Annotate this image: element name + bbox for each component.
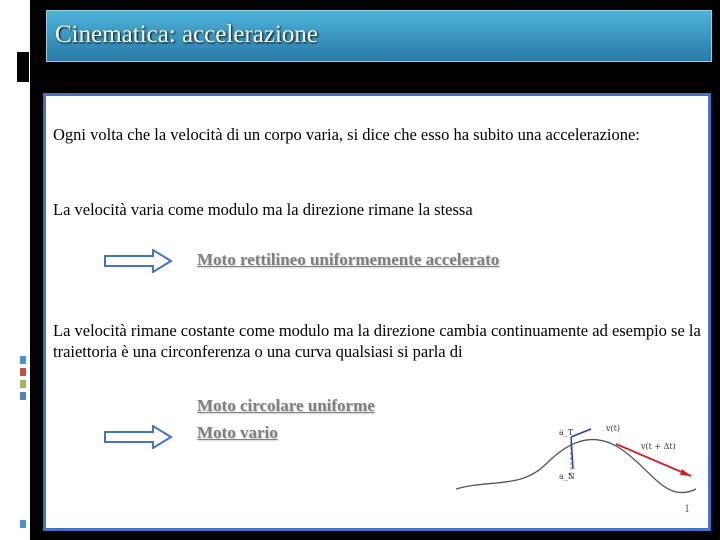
label-an: a_N [559, 472, 575, 481]
tangential-acceleration-vector [571, 429, 591, 437]
arrow-right-icon-2 [103, 425, 173, 449]
label-v2: v(t + Δt) [641, 442, 676, 451]
left-square-red [20, 368, 26, 376]
left-decoration-bar [0, 0, 30, 540]
arrow-right-icon [103, 249, 173, 273]
velocity-arrowhead [680, 469, 691, 476]
content-box [43, 93, 711, 531]
left-square-bottom [20, 520, 26, 528]
link-moto-vario[interactable]: Moto vario [197, 423, 278, 442]
link-moto-circolare[interactable]: Moto circolare uniforme [197, 396, 375, 415]
link-moto-rettilineo[interactable]: Moto rettilineo uniformemente accelerato [197, 250, 500, 269]
label-at: a_T [559, 428, 574, 437]
left-square-blue [20, 356, 26, 364]
paragraph-definition: Ogni volta che la velocità di un corpo varia, si dice che esso ha subito una accelerazione: [53, 125, 640, 144]
paragraph-modulus-change: La velocità varia come modulo ma la direzione rimane la stessa [53, 200, 473, 219]
slide-number: 1 [684, 501, 690, 515]
trajectory-diagram [451, 419, 701, 519]
slide-title: Cinematica: accelerazione [55, 21, 319, 48]
title-bar [46, 10, 712, 62]
left-black-block [17, 52, 29, 82]
left-square-green [20, 380, 26, 388]
left-square-blue-2 [20, 392, 26, 400]
label-v1: v(t) [606, 424, 620, 433]
paragraph-direction-change: La velocità rimane costante come modulo ma la direzione cambia continuamente ad esempio se la traiettoria è una circonferenza o una curva qualsiasi si parla di [53, 321, 701, 361]
